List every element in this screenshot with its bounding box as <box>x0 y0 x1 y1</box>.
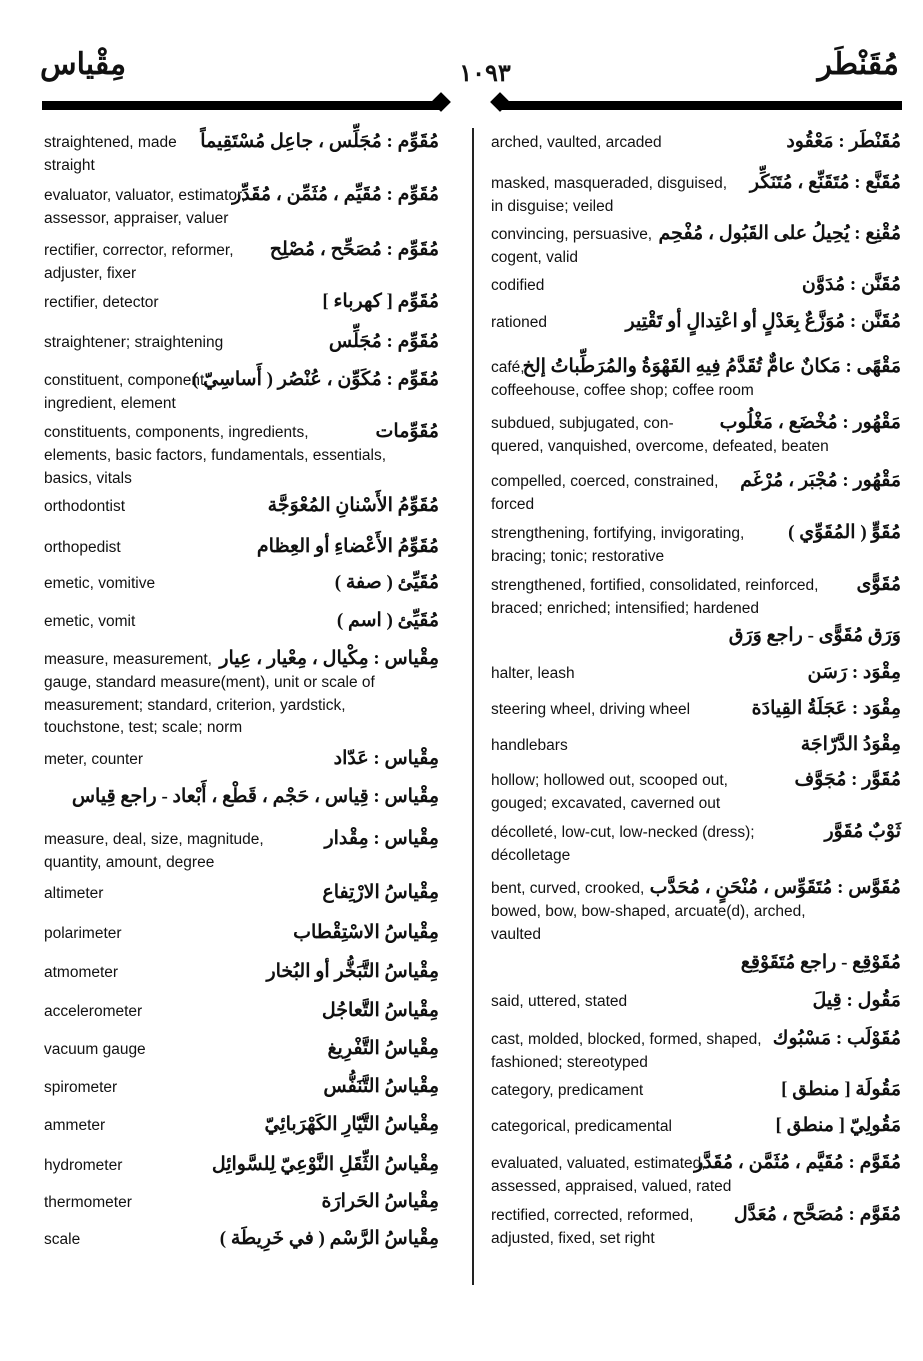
entry-english: subdued, subjugated, con- quered, vanquished, overcome, defeated, beaten <box>491 415 829 455</box>
entry-arabic: مُقَوِّم : مُصَحِّح ، مُصْلِح <box>269 239 439 260</box>
entry-arabic: مِقْياس : عَدّاد <box>333 748 439 769</box>
entry-arabic: مَقُولِيّ [ منطق ] <box>775 1115 901 1136</box>
header-guide-word-left: مِقْياس <box>40 48 127 81</box>
entry-english: compelled, coerced, constrained, forced <box>491 473 719 513</box>
entry-english: café, coffeehouse, coffee shop; coffee room <box>491 359 754 399</box>
entry-english: masked, masqueraded, disguised, in disguise; veiled <box>491 175 728 215</box>
entry-arabic: مَقُول : قِيلَ <box>812 990 901 1011</box>
entry-arabic: مِقْياسُ الاسْتِقْطاب <box>293 922 439 943</box>
entry-arabic: مُقَوَّم : مُصَحَّح ، مُعَدَّل <box>733 1204 901 1225</box>
entry-arabic: مِقْياس : مِقْدار <box>324 828 439 849</box>
entry-english: décolleté, low-cut, low-necked (dress); décolletage <box>491 824 755 864</box>
entry-arabic: مَقْهُور : مُجْبَر ، مُرْغَم <box>740 470 901 491</box>
entry-arabic: مُقَنَّن : مُدَوَّن <box>801 274 901 295</box>
entry-arabic: مُقَوًّى <box>856 574 901 595</box>
entry-english: steering wheel, driving wheel <box>491 701 691 718</box>
entry-english: categorical, predicamental <box>491 1118 672 1135</box>
entry-arabic: مُقَيِّئ ( صفة ) <box>334 572 439 593</box>
entry-arabic: مُقَوْلَب : مَسْبُوك <box>772 1028 901 1049</box>
entry-arabic: مِقْياسُ التَّفْرِيغ <box>327 1038 439 1059</box>
entry-english: bent, curved, crooked, bowed, bow, bow-shaped, arcuate(d), arched, vaulted <box>491 880 806 943</box>
entry-english: altimeter <box>44 885 104 902</box>
entry-english: emetic, vomit <box>44 613 136 630</box>
entry-arabic: مُقَوِّم [ كهرباء ] <box>322 291 439 312</box>
entry-english: straightener; straightening <box>44 334 224 351</box>
entry-arabic: مِقْياس : قِياس ، حَجْم ، قَطْع ، أَبْعاد - راجع قِياس <box>71 786 439 807</box>
entry-arabic: مُقَوِّمات <box>375 421 439 442</box>
entry-arabic: مِقْياس : مِكْيال ، مِعْيار ، عِيار <box>219 648 439 669</box>
entry-arabic: مِقْوَد : عَجَلَةُ القِيادَة <box>751 698 901 719</box>
entry-english: meter, counter <box>44 751 144 768</box>
entry-arabic: مُقَوٍّ ( المُقَوِّي ) <box>788 522 901 543</box>
entry-arabic: مِقْياسُ الارْتِفاع <box>322 882 439 903</box>
entry-arabic: مِقْياسُ التَّيّارِ الكَهْرَبائِيّ <box>264 1114 439 1135</box>
entry-arabic: مَقُولَة [ منطق ] <box>781 1079 901 1100</box>
entry-arabic: مِقْياسُ التَّعاجُل <box>321 1000 439 1021</box>
entry-english: atmometer <box>44 964 119 981</box>
entry-english: thermometer <box>44 1194 132 1211</box>
entry-arabic: مِقْياسُ التَّنَفُّس <box>323 1076 439 1097</box>
entry-arabic: مِقْياسُ الرَّسْم ( في خَرِيطَة ) <box>219 1228 439 1249</box>
entry-english: said, uttered, stated <box>491 993 628 1010</box>
entry-english: vacuum gauge <box>44 1041 146 1058</box>
entry-arabic: مُقَوَّر : مُجَوَّف <box>794 769 901 790</box>
entry-arabic: مِقْياسُ التَّبَخُّر أو البُخار <box>266 961 439 982</box>
header-guide-word-right: مُقَنْطَر <box>817 48 899 81</box>
entry-arabic: مُقَوِّم : مُكَوِّن ، عُنْصُر ( أَساسِيّ ) <box>192 369 439 390</box>
entry-english: codified <box>491 277 545 294</box>
entry-arabic: مُقْنِع : يُحِيلُ على القَبُول ، مُفْحِم <box>658 223 901 244</box>
entry-english: spirometer <box>44 1079 118 1096</box>
entry-english: accelerometer <box>44 1003 143 1020</box>
header-rule-left <box>42 101 442 110</box>
entry-arabic: مِقْياسُ الحَرارَة <box>321 1191 439 1212</box>
entry-arabic: مُقَنَّع : مُتَقَنِّع ، مُتَنَكِّر <box>749 172 901 193</box>
entry-english: strengthening, fortifying, invigorating, bracing; tonic; restorative <box>491 525 745 565</box>
column-divider <box>472 128 474 1285</box>
entry-english: polarimeter <box>44 925 122 942</box>
entry-english: orthopedist <box>44 539 121 556</box>
entry-arabic: مُقَوِّم : مُقَيِّم ، مُثَمِّن ، مُقَدِّر <box>232 184 439 205</box>
entry-english: hydrometer <box>44 1157 123 1174</box>
entry-english: evaluated, valuated, estimated, assessed, appraised, valued, rated <box>491 1155 732 1195</box>
entry-english: rationed <box>491 314 548 331</box>
entry-english: scale <box>44 1231 81 1248</box>
page-number: ١٠٩٣ <box>459 61 511 87</box>
entry-arabic: مُقَوِّم : مُجَلِّس ، جاعِل مُسْتَقِيماً <box>200 131 439 152</box>
entry-english: emetic, vomitive <box>44 575 156 592</box>
entry-arabic: وَرَق مُقَوًّى - راجع وَرَق <box>728 625 901 646</box>
entry-arabic: مِقْياسُ الثِّقَلِ النَّوْعِيّ لِلسَّوائِل <box>211 1154 439 1175</box>
entry-arabic: مَقْهًى : مَكانٌ عامٌّ تُقَدَّمُ فِيهِ القَهْوَةُ والمُرَطِّباتُ إلخ <box>522 356 901 377</box>
entry-arabic: مُقَوِّمُ الأَعْضاءِ أو العِظام <box>256 536 439 557</box>
entry-arabic: ثَوْبٌ مُقَوَّر <box>824 821 901 842</box>
entry-arabic: مُقَوِّم : مُجَلِّس <box>328 331 439 352</box>
entry-arabic: مُقَوِّمُ الأَسْنانِ المُعْوَجَّة <box>267 495 439 516</box>
entry-english: strengthened, fortified, consolidated, reinforced, braced; enriched; intensified; hardened <box>491 577 819 617</box>
entry-english: arched, vaulted, arcaded <box>491 134 662 151</box>
entry-english: measure, deal, size, magnitude, quantity, amount, degree <box>44 831 264 871</box>
entry-english: handlebars <box>491 737 568 754</box>
entry-english: hollow; hollowed out, scooped out, gouged; excavated, caverned out <box>491 772 728 812</box>
entry-english: measure, measurement, gauge, standard measure(ment), unit or scale of measurement; standard, criterion, yardstick, touchstone, test; scale; norm <box>44 651 375 737</box>
entry-english: category, predicament <box>491 1082 644 1099</box>
entry-arabic: مُقَيِّئ ( اسم ) <box>336 610 439 631</box>
entry-arabic: مُقَوَّم : مُقَيَّم ، مُثَمَّن ، مُقَدَّر <box>694 1152 901 1173</box>
entry-english: rectifier, detector <box>44 294 159 311</box>
entry-english: constituents, components, ingredients, elements, basic factors, fundamentals, essentials, basics, vitals <box>44 424 387 487</box>
entry-arabic: مُقَنْطَر : مَعْقُود <box>786 131 901 152</box>
entry-english: constituent, component, ingredient, element <box>44 372 209 412</box>
entry-english: rectified, corrected, reformed, adjusted, fixed, set right <box>491 1207 694 1247</box>
entry-english: halter, leash <box>491 665 575 682</box>
entry-english: rectifier, corrector, reformer, adjuster, fixer <box>44 242 234 282</box>
entry-arabic: مِقْوَد : رَسَن <box>807 662 901 683</box>
header-rule-right <box>500 101 902 110</box>
entry-english: cast, molded, blocked, formed, shaped, fashioned; stereotyped <box>491 1031 762 1071</box>
entry-arabic: مَقْهُور : مُخْضَع ، مَغْلُوب <box>719 412 901 433</box>
entry-arabic: مُقَوْقِع - راجع مُتَقَوْقِع <box>740 952 901 973</box>
entry-english: convincing, persuasive, cogent, valid <box>491 226 653 266</box>
entry-arabic: مُقَوَّس : مُتَقَوِّس ، مُنْحَنٍ ، مُحَدَّب <box>649 877 901 898</box>
entry-english: orthodontist <box>44 498 125 515</box>
entry-arabic: مُقَنَّن : مُوَزَّعٌ بِعَدْلٍ أو اعْتِدالٍ أو تَقْتِير <box>625 311 901 332</box>
entry-english: ammeter <box>44 1117 106 1134</box>
entry-english: evaluator, valuator, estimator, assessor, appraiser, valuer <box>44 187 246 227</box>
entry-arabic: مِقْوَدُ الدَّرّاجَة <box>800 734 901 755</box>
entry-english: straightened, made straight <box>44 134 177 174</box>
